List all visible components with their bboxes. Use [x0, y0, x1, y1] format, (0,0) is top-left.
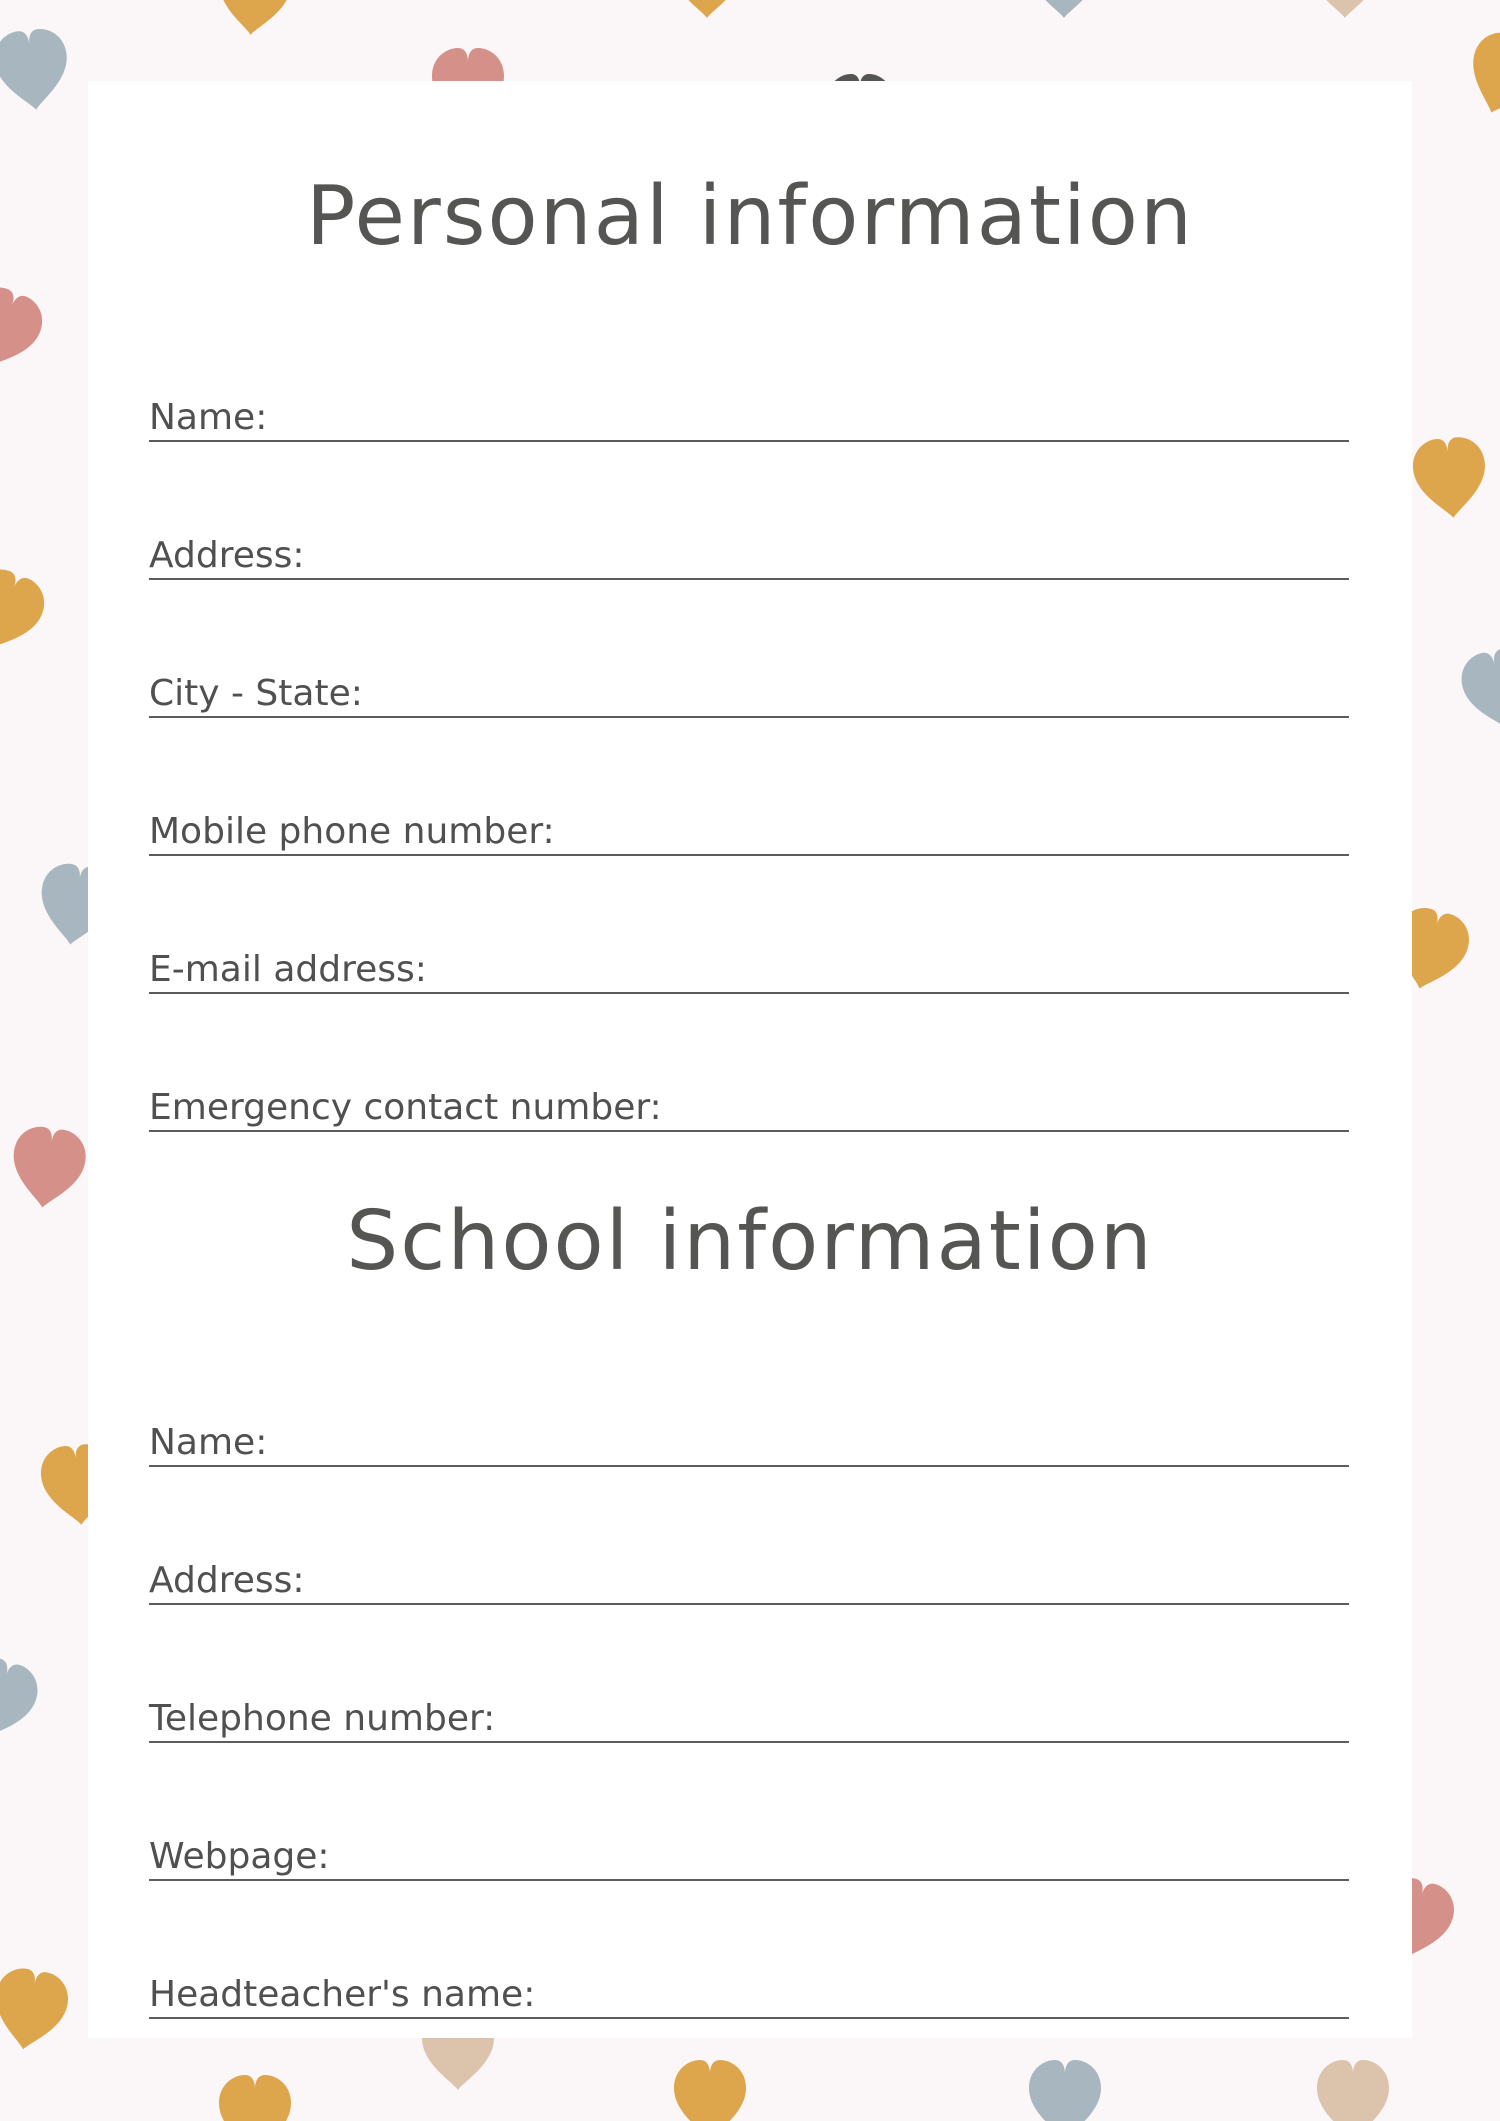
- heart-icon: [0, 1651, 45, 1749]
- personal-city-state-field[interactable]: [149, 666, 1349, 718]
- personal-name-label: Name:: [149, 397, 268, 438]
- personal-emergency-contact-label: Emergency contact number:: [149, 1087, 662, 1128]
- school-webpage-label: Webpage:: [149, 1836, 330, 1877]
- heart-icon: [215, 0, 294, 38]
- school-telephone-field[interactable]: [149, 1691, 1349, 1743]
- school-headteacher-label: Headteacher's name:: [149, 1974, 536, 2015]
- personal-name-field[interactable]: [149, 390, 1349, 442]
- heart-icon: [1317, 2060, 1389, 2121]
- personal-email-field[interactable]: [149, 942, 1349, 994]
- heart-icon: [7, 1123, 89, 1212]
- school-telephone-label: Telephone number:: [149, 1698, 496, 1739]
- heart-icon: [1457, 25, 1500, 125]
- personal-mobile-phone-label: Mobile phone number:: [149, 811, 555, 852]
- personal-email-label: E-mail address:: [149, 949, 427, 990]
- heart-icon: [0, 1964, 72, 2055]
- heart-icon: [0, 561, 52, 662]
- heart-icon: [0, 279, 50, 380]
- heart-icon: [671, 0, 743, 18]
- personal-city-state-label: City - State:: [149, 673, 363, 714]
- personal-information-heading: Personal information: [306, 169, 1194, 264]
- school-name-label: Name:: [149, 1422, 268, 1463]
- heart-icon: [674, 2060, 746, 2121]
- heart-icon: [0, 26, 72, 113]
- personal-emergency-contact-field[interactable]: [149, 1080, 1349, 1132]
- school-name-field[interactable]: [149, 1415, 1349, 1467]
- heart-icon: [1028, 0, 1100, 18]
- heart-icon: [1456, 643, 1500, 736]
- heart-icon: [1029, 2060, 1101, 2121]
- school-webpage-field[interactable]: [149, 1829, 1349, 1881]
- school-information-heading: School information: [346, 1194, 1154, 1289]
- personal-address-label: Address:: [149, 535, 305, 576]
- heart-icon: [219, 2075, 291, 2121]
- personal-mobile-phone-field[interactable]: [149, 804, 1349, 856]
- school-headteacher-field[interactable]: [149, 1967, 1349, 2019]
- heart-icon: [1309, 0, 1381, 18]
- school-address-label: Address:: [149, 1560, 305, 1601]
- school-address-field[interactable]: [149, 1553, 1349, 1605]
- heart-icon: [1411, 435, 1490, 521]
- personal-address-field[interactable]: [149, 528, 1349, 580]
- form-card: [88, 81, 1412, 2038]
